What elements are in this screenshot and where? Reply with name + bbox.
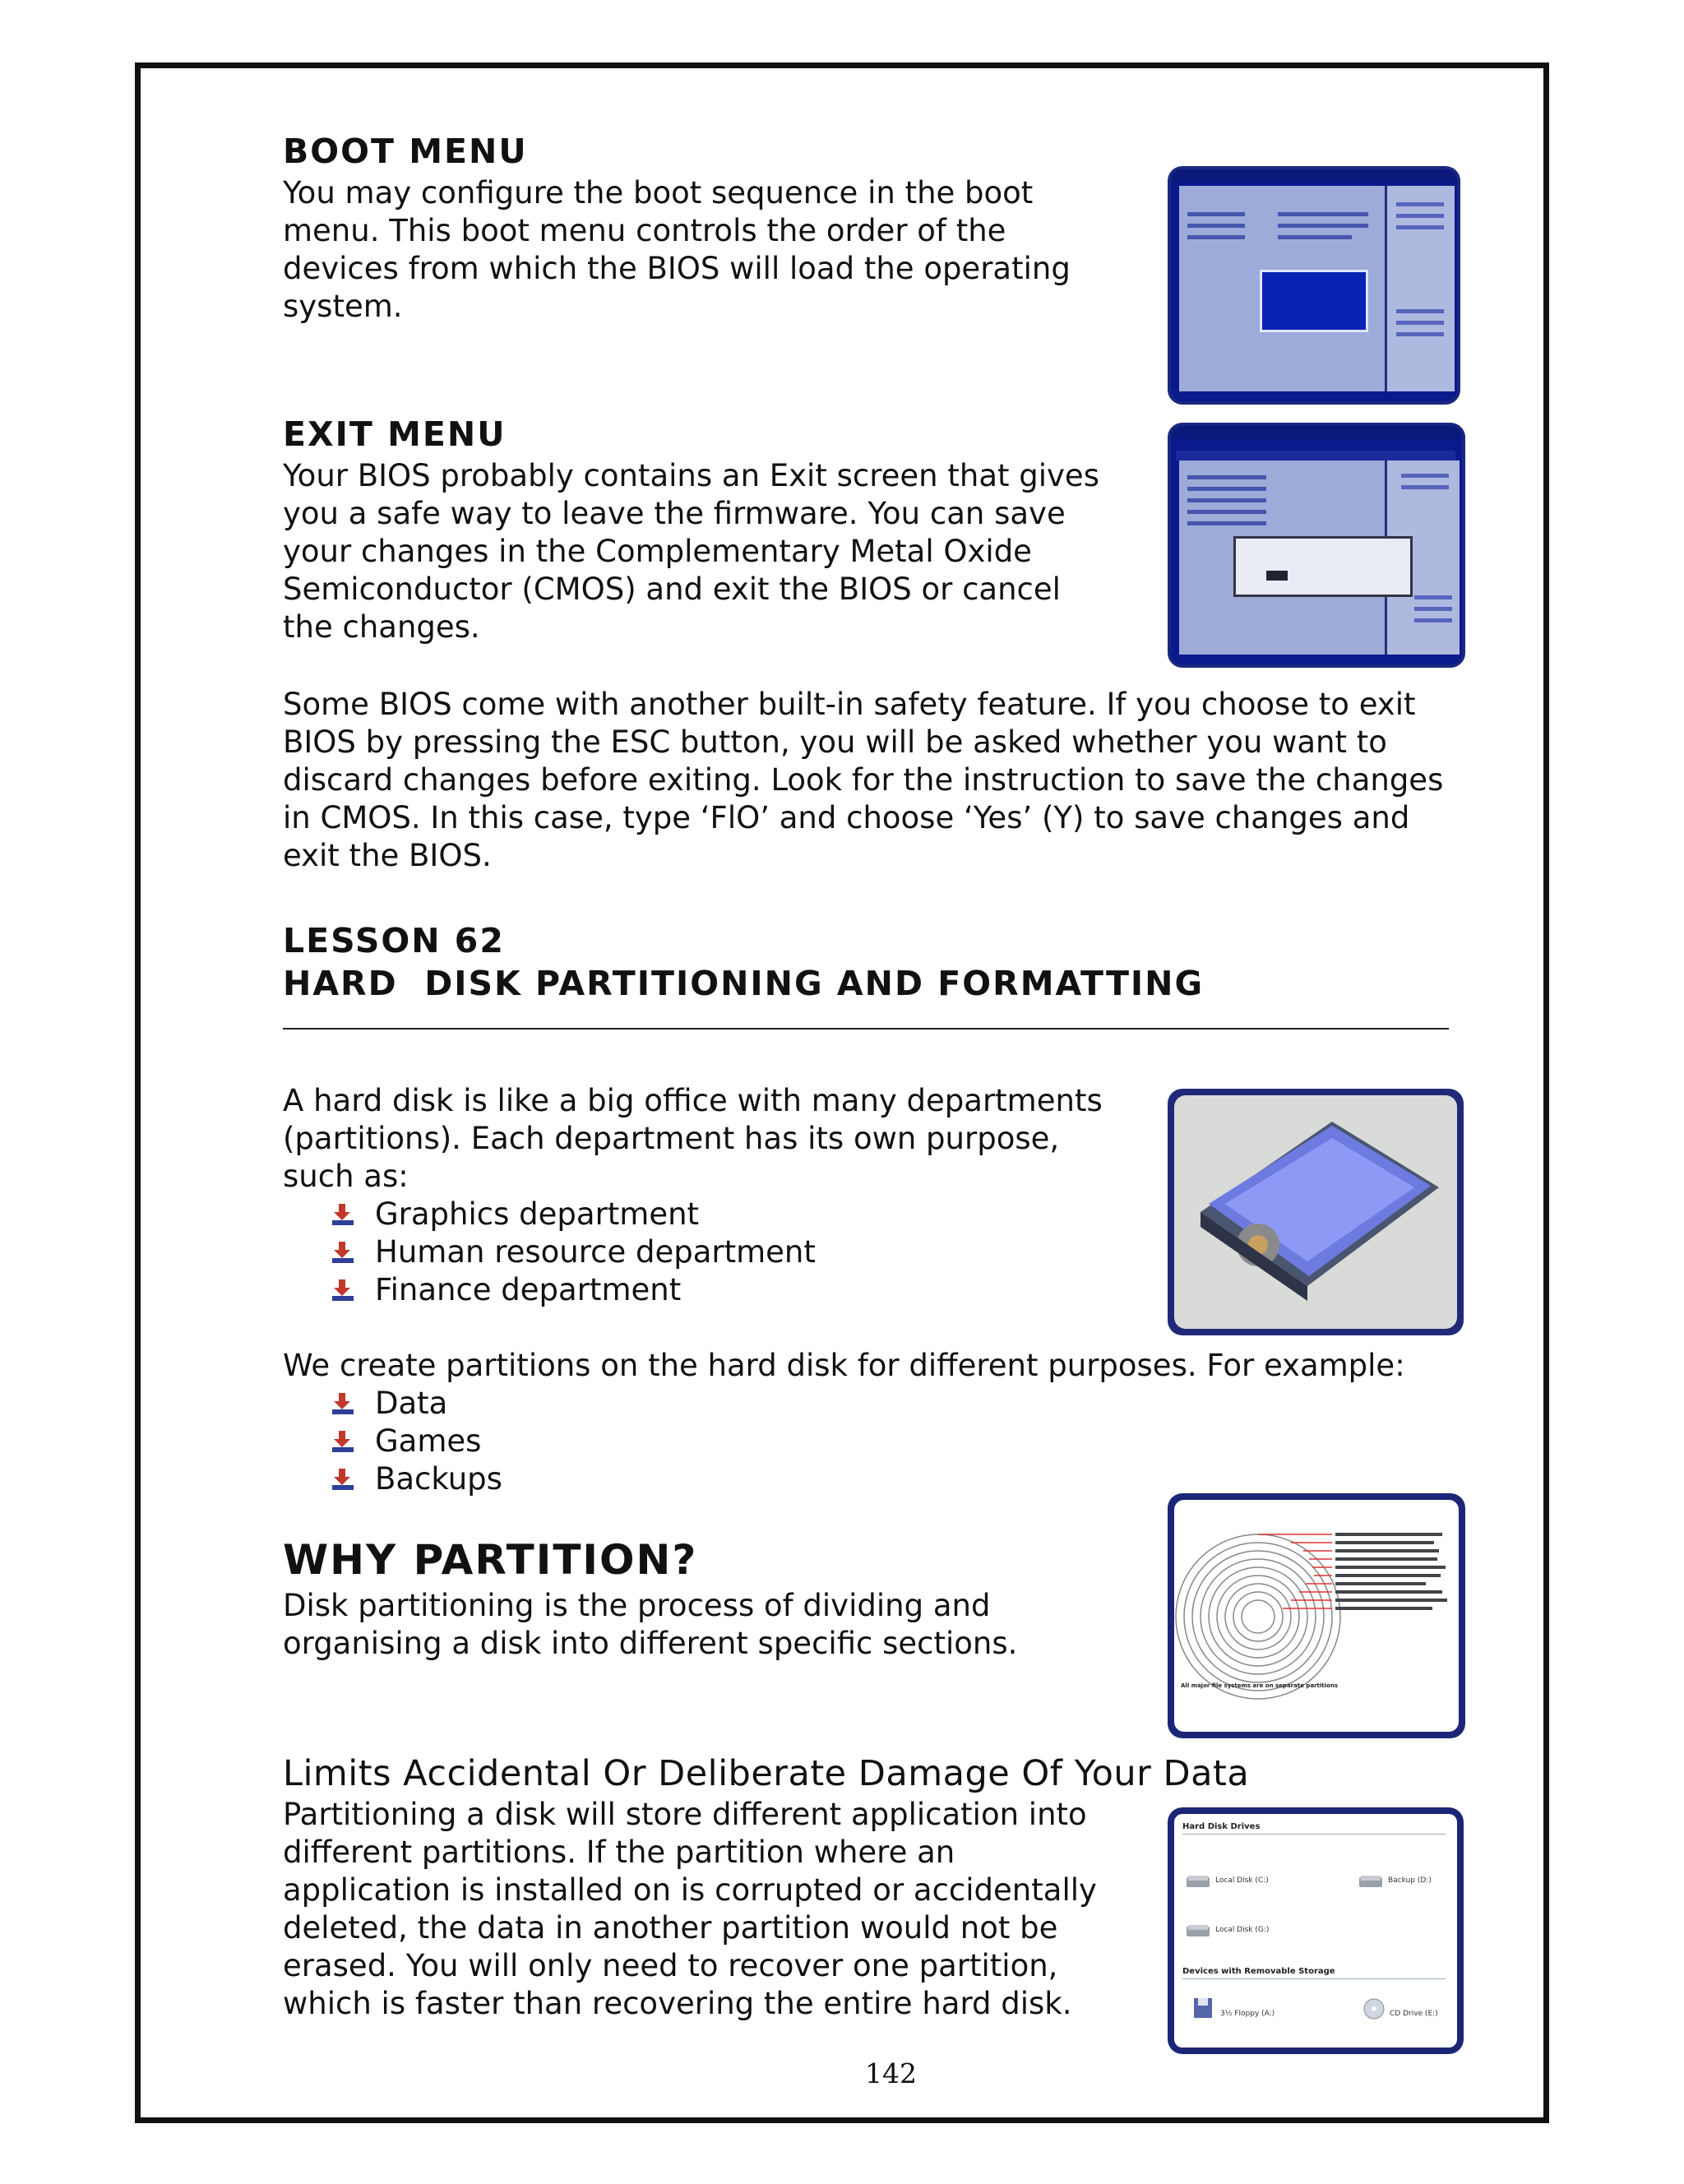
drive-label: 3½ Floppy (A:) bbox=[1220, 2010, 1275, 2018]
bullet-arrow-icon bbox=[331, 1202, 355, 1227]
exit-menu-paragraph: Your BIOS probably contains an Exit screen that gives you a safe way to leave the firmware. You can save your changes in the Complementary Metal Oxide Semiconductor (CMOS) and exit the BIOS or cancel the changes. bbox=[283, 458, 1099, 645]
safety-paragraph: Some BIOS come with another built-in safety feature. If you choose to exit BIOS by pressing the ESC button, you will be asked whether you want to discard changes before exiting. Look for the instruction to save the changes in CMOS. In this case, type ‘FlO’ and choose ‘Yes’ (Y) to save changes and exit the BIOS. bbox=[283, 687, 1444, 873]
limits-heading: Limits Accidental Or Deliberate Damage Of Your Data bbox=[283, 1753, 1250, 1794]
bios-exit-menu-image bbox=[1168, 423, 1465, 668]
bullet-arrow-icon bbox=[331, 1467, 355, 1492]
why-partition-heading: WHY PARTITION? bbox=[283, 1536, 698, 1584]
drive-label: Local Disk (C:) bbox=[1215, 1876, 1269, 1885]
list-item: Human resource department bbox=[331, 1233, 816, 1271]
hard-drive-icon bbox=[1186, 1873, 1210, 1890]
drive-label: CD Drive (E:) bbox=[1390, 2010, 1438, 2018]
drive-label: Backup (D:) bbox=[1388, 1876, 1432, 1885]
list-item: Games bbox=[331, 1423, 502, 1460]
bios-boot-menu-image bbox=[1168, 166, 1460, 405]
boot-menu-paragraph: You may configure the boot sequence in the boot menu. This boot menu controls the order of the devices from which the BIOS will load the operating system. bbox=[283, 175, 1071, 324]
boot-menu-heading: BOOT MENU bbox=[283, 132, 528, 171]
bullet-arrow-icon bbox=[331, 1278, 355, 1303]
department-list bbox=[331, 1196, 816, 1309]
bullet-arrow-icon bbox=[331, 1391, 355, 1416]
lesson-number: LESSON 62 bbox=[283, 921, 505, 960]
hard-drive-icon bbox=[1358, 1873, 1383, 1890]
partition-diagram-image bbox=[1168, 1493, 1465, 1738]
lesson-divider bbox=[283, 1028, 1449, 1030]
bullet-arrow-icon bbox=[331, 1240, 355, 1265]
intro-paragraph: A hard disk is like a big office with many departments (partitions). Each department has its own purpose, such as: bbox=[283, 1083, 1103, 1194]
hard-disk-image bbox=[1168, 1089, 1464, 1335]
page-number: 142 bbox=[865, 2057, 917, 2089]
list-item: Data bbox=[331, 1385, 502, 1423]
removable-storage-label: Devices with Removable Storage bbox=[1182, 1967, 1335, 1976]
partition-diagram-caption: All major file systems are on separate partitions bbox=[1181, 1682, 1339, 1689]
drive-label: Local Disk (G:) bbox=[1215, 1926, 1270, 1934]
drives-explorer-image bbox=[1168, 1807, 1464, 2054]
hard-disk-drives-label: Hard Disk Drives bbox=[1182, 1822, 1261, 1831]
cd-drive-icon bbox=[1362, 1997, 1386, 2021]
bullet-arrow-icon bbox=[331, 1429, 355, 1454]
exit-menu-heading: EXIT MENU bbox=[283, 414, 507, 454]
purpose-list bbox=[331, 1385, 502, 1498]
list-item: Finance department bbox=[331, 1271, 816, 1309]
list-item: Graphics department bbox=[331, 1196, 816, 1233]
limits-paragraph: Partitioning a disk will store different application into different partitions. If the partition where an application is installed on is corrupted or accidentally deleted, the data in another partition would not be erased. You will only need to recover one partition, which is faster than recovering the entire hard disk. bbox=[283, 1797, 1097, 2021]
lesson-title: HARD DISK PARTITIONING AND FORMATTING bbox=[283, 964, 1205, 1003]
floppy-drive-icon bbox=[1191, 1997, 1215, 2021]
hard-drive-icon bbox=[1186, 1923, 1210, 1939]
purposes-line: We create partitions on the hard disk for different purposes. For example: bbox=[283, 1348, 1405, 1383]
why-partition-paragraph: Disk partitioning is the process of dividing and organising a disk into different specific sections. bbox=[283, 1588, 1018, 1661]
list-item: Backups bbox=[331, 1460, 502, 1498]
